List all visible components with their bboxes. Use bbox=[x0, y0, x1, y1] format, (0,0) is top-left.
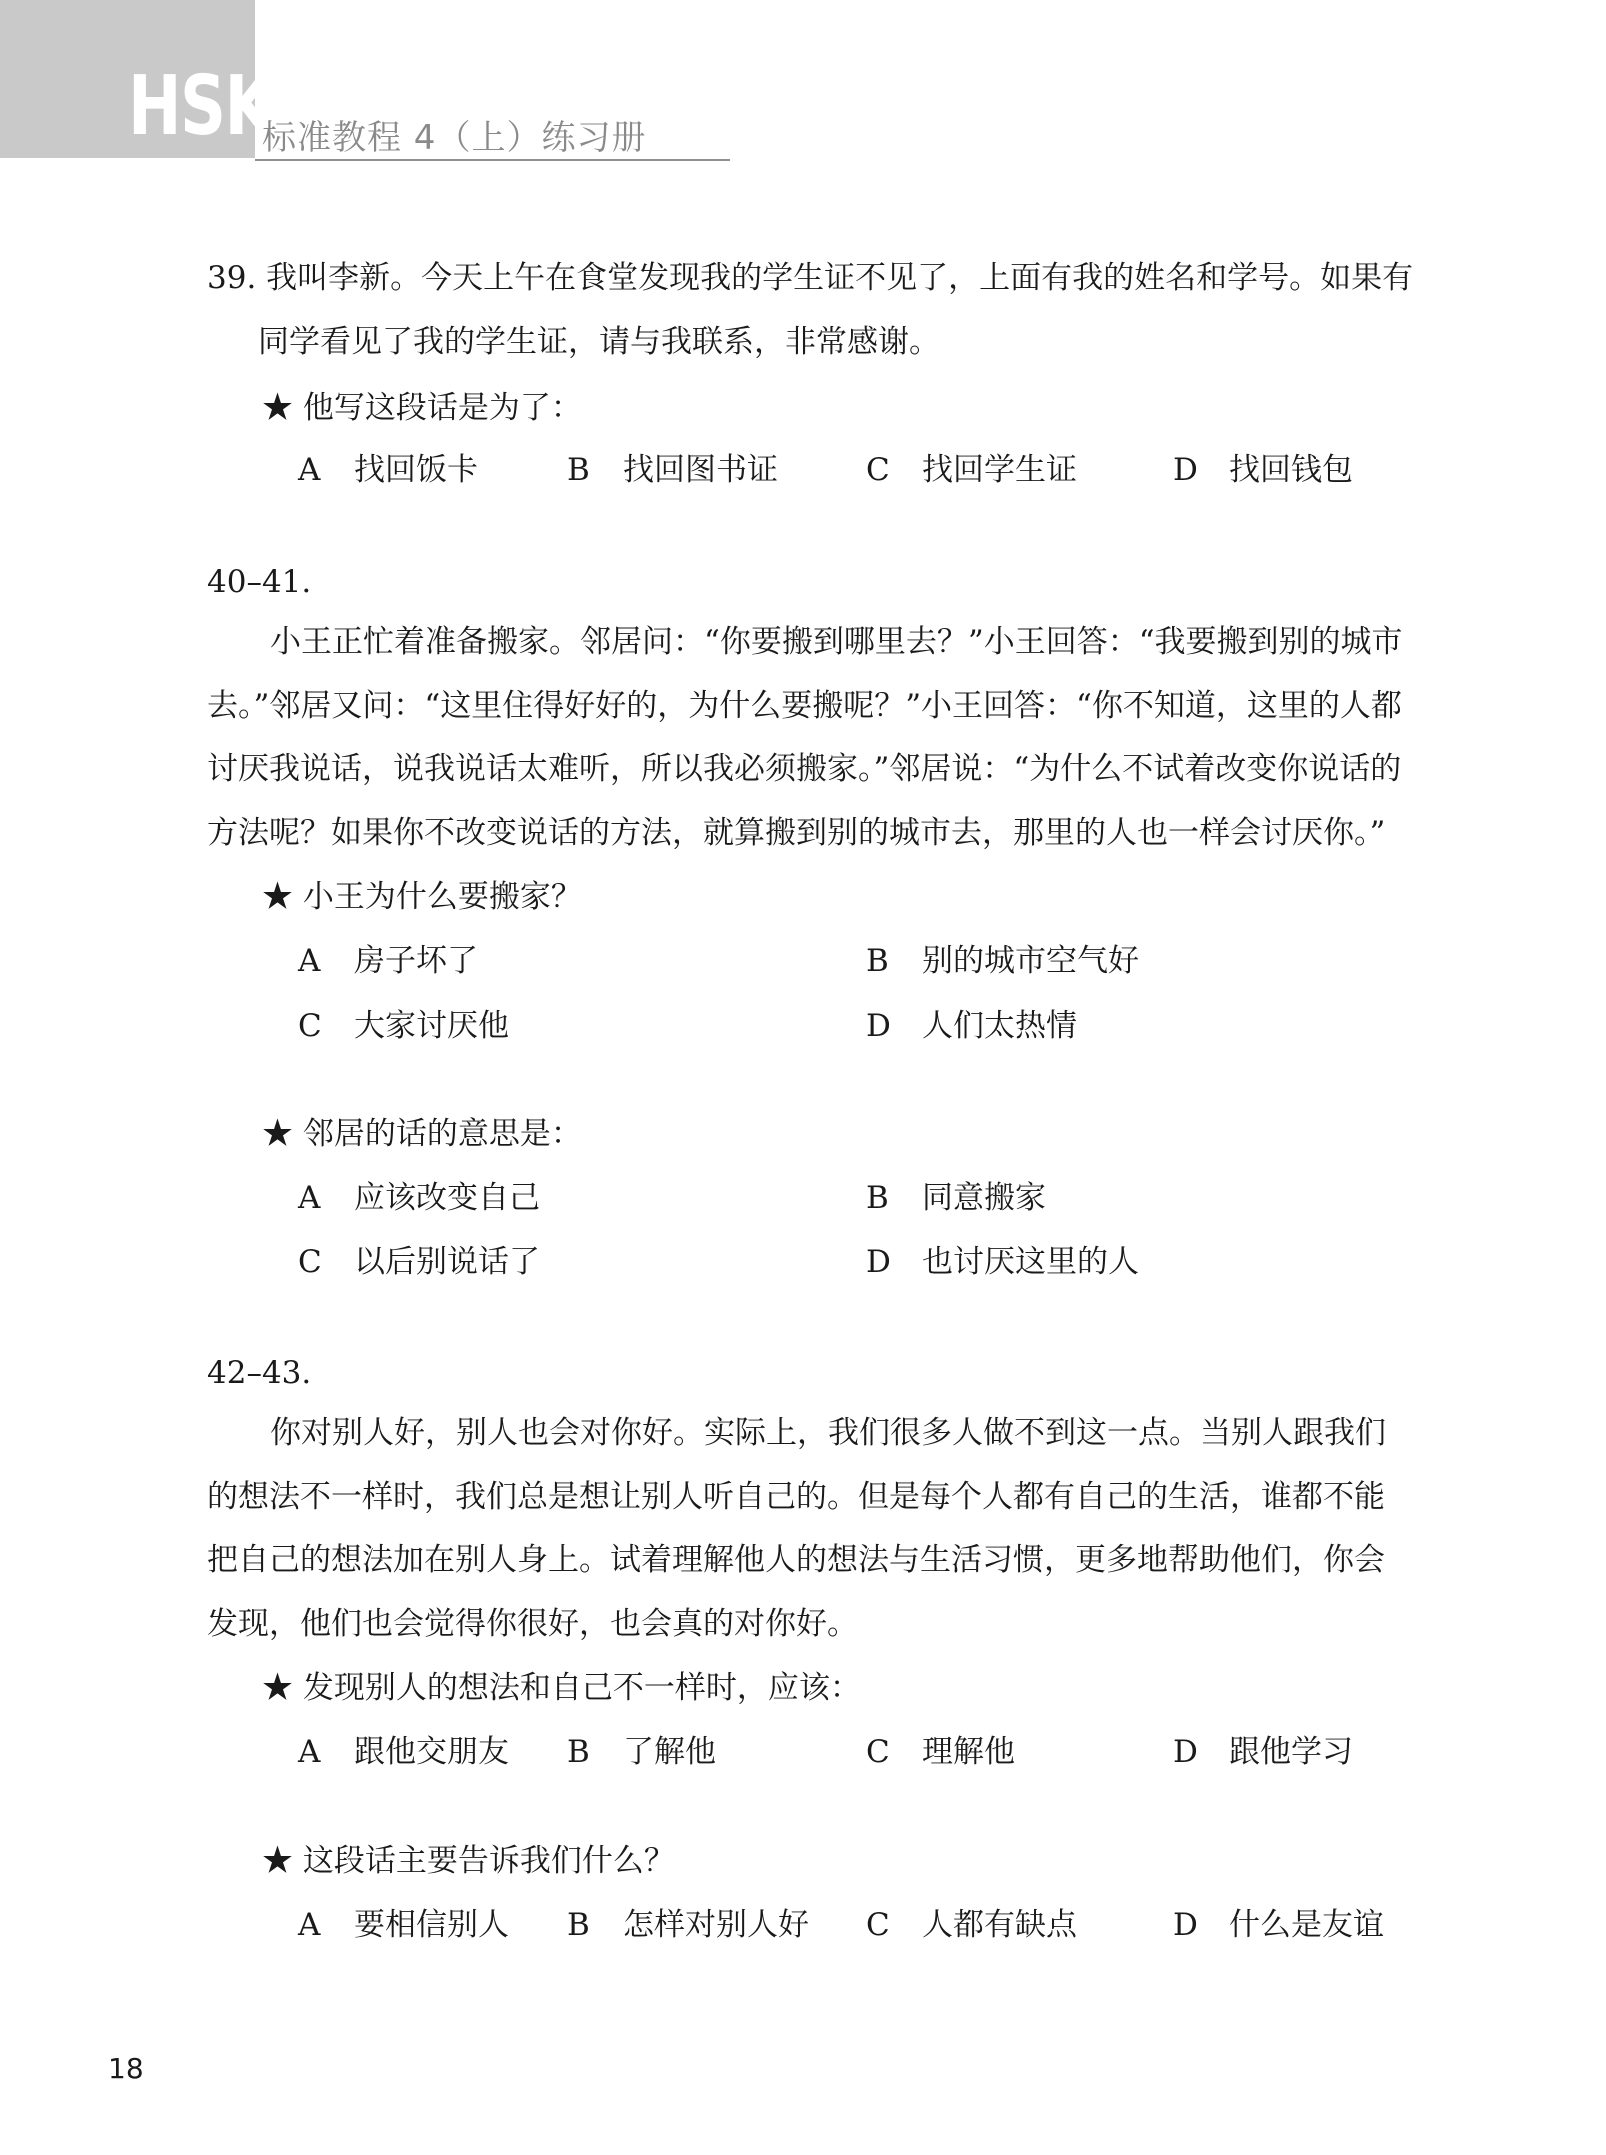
q43-option-b[interactable] bbox=[567, 1907, 809, 1943]
option-text: 人都有缺点 bbox=[922, 1907, 1077, 1943]
q39-option-a[interactable] bbox=[298, 452, 478, 488]
option-text: 找回图书证 bbox=[623, 452, 778, 488]
option-text: 找回钱包 bbox=[1229, 452, 1353, 488]
q39-line2: 同学看见了我的学生证，请与我联系，非常感谢。 bbox=[258, 324, 940, 360]
option-text: 以后别说话了 bbox=[354, 1244, 540, 1280]
option-text: 了解他 bbox=[623, 1734, 716, 1770]
q42-option-a[interactable] bbox=[298, 1734, 509, 1770]
option-text: 跟他交朋友 bbox=[354, 1734, 509, 1770]
option-letter: D bbox=[1173, 452, 1198, 488]
q42-43-number: 42–43. bbox=[207, 1355, 312, 1391]
option-text: 跟他学习 bbox=[1229, 1734, 1353, 1770]
page-number: 18 bbox=[108, 2052, 144, 2085]
option-letter: C bbox=[298, 1244, 322, 1280]
option-letter: C bbox=[866, 1734, 890, 1770]
q39-option-c[interactable] bbox=[866, 452, 1077, 488]
option-text: 大家讨厌他 bbox=[354, 1008, 509, 1044]
header-divider bbox=[255, 159, 730, 161]
q41-option-a[interactable] bbox=[298, 1180, 540, 1216]
q41-option-b[interactable] bbox=[866, 1180, 1046, 1216]
q40-41-passage-line1: 小王正忙着准备搬家。邻居问：“你要搬到哪里去？”小王回答：“我要搬到别的城市 bbox=[270, 624, 1403, 660]
q40-option-b[interactable] bbox=[866, 943, 1139, 979]
q43-option-c[interactable] bbox=[866, 1907, 1077, 1943]
option-letter: C bbox=[866, 1907, 890, 1943]
option-text: 找回饭卡 bbox=[354, 452, 478, 488]
q43-question: ★ 这段话主要告诉我们什么？ bbox=[262, 1843, 675, 1879]
option-text: 怎样对别人好 bbox=[623, 1907, 809, 1943]
q40-option-d[interactable] bbox=[866, 1008, 1077, 1044]
option-letter: C bbox=[298, 1008, 322, 1044]
q39-option-b[interactable] bbox=[567, 452, 778, 488]
q40-option-a[interactable] bbox=[298, 943, 478, 979]
hsk-logo: HSK bbox=[128, 59, 273, 154]
q40-question: ★ 小王为什么要搬家？ bbox=[262, 879, 582, 915]
option-text: 人们太热情 bbox=[922, 1008, 1077, 1044]
q42-43-passage-line1: 你对别人好，别人也会对你好。实际上，我们很多人做不到这一点。当别人跟我们 bbox=[270, 1415, 1386, 1451]
q40-41-passage-line3: 讨厌我说话，说我说话太难听，所以我必须搬家。”邻居说：“为什么不试着改变你说话的 bbox=[207, 751, 1402, 787]
option-letter: B bbox=[866, 943, 889, 979]
q40-41-passage-line2: 去。”邻居又问：“这里住得好好的，为什么要搬呢？”小王回答：“你不知道，这里的人都 bbox=[207, 688, 1402, 724]
q42-question: ★ 发现别人的想法和自己不一样时，应该： bbox=[262, 1670, 861, 1706]
option-letter: A bbox=[298, 452, 321, 488]
q39-option-d[interactable] bbox=[1173, 452, 1353, 488]
option-letter: D bbox=[866, 1244, 891, 1280]
q42-43-passage-line2: 的想法不一样时，我们总是想让别人听自己的。但是每个人都有自己的生活，谁都不能 bbox=[207, 1479, 1385, 1515]
option-letter: D bbox=[1173, 1907, 1198, 1943]
option-letter: C bbox=[866, 452, 890, 488]
q42-option-c[interactable] bbox=[866, 1734, 1015, 1770]
q42-43-passage-line3: 把自己的想法加在别人身上。试着理解他人的想法与生活习惯，更多地帮助他们，你会 bbox=[207, 1542, 1385, 1578]
q40-41-passage-line4: 方法呢？如果你不改变说话的方法，就算搬到别的城市去，那里的人也一样会讨厌你。” bbox=[207, 815, 1386, 851]
option-letter: B bbox=[567, 1907, 590, 1943]
option-letter: A bbox=[298, 943, 321, 979]
option-letter: A bbox=[298, 1734, 321, 1770]
option-text: 别的城市空气好 bbox=[922, 943, 1139, 979]
q39-question: ★ 他写这段话是为了： bbox=[262, 390, 582, 426]
option-letter: B bbox=[567, 1734, 590, 1770]
option-letter: A bbox=[298, 1180, 321, 1216]
option-text: 找回学生证 bbox=[922, 452, 1077, 488]
option-text: 房子坏了 bbox=[354, 943, 478, 979]
q42-43-passage-line4: 发现，他们也会觉得你很好，也会真的对你好。 bbox=[207, 1606, 858, 1642]
option-text: 要相信别人 bbox=[354, 1907, 509, 1943]
q40-41-number: 40–41. bbox=[207, 564, 312, 600]
option-letter: B bbox=[567, 452, 590, 488]
q41-option-d[interactable] bbox=[866, 1244, 1139, 1280]
q41-option-c[interactable] bbox=[298, 1244, 540, 1280]
q41-question: ★ 邻居的话的意思是： bbox=[262, 1116, 582, 1152]
option-text: 也讨厌这里的人 bbox=[922, 1244, 1139, 1280]
q42-option-b[interactable] bbox=[567, 1734, 716, 1770]
option-text: 理解他 bbox=[922, 1734, 1015, 1770]
q40-option-c[interactable] bbox=[298, 1008, 509, 1044]
q43-option-d[interactable] bbox=[1173, 1907, 1384, 1943]
option-letter: A bbox=[298, 1907, 321, 1943]
option-text: 同意搬家 bbox=[922, 1180, 1046, 1216]
option-text: 应该改变自己 bbox=[354, 1180, 540, 1216]
option-letter: D bbox=[1173, 1734, 1198, 1770]
q39-line1: 39. 我叫李新。今天上午在食堂发现我的学生证不见了，上面有我的姓名和学号。如果有 bbox=[207, 260, 1414, 296]
option-letter: B bbox=[866, 1180, 889, 1216]
option-text: 什么是友谊 bbox=[1229, 1907, 1384, 1943]
option-letter: D bbox=[866, 1008, 891, 1044]
book-title: 标准教程 4（上）练习册 bbox=[262, 118, 647, 158]
q42-option-d[interactable] bbox=[1173, 1734, 1353, 1770]
q43-option-a[interactable] bbox=[298, 1907, 509, 1943]
